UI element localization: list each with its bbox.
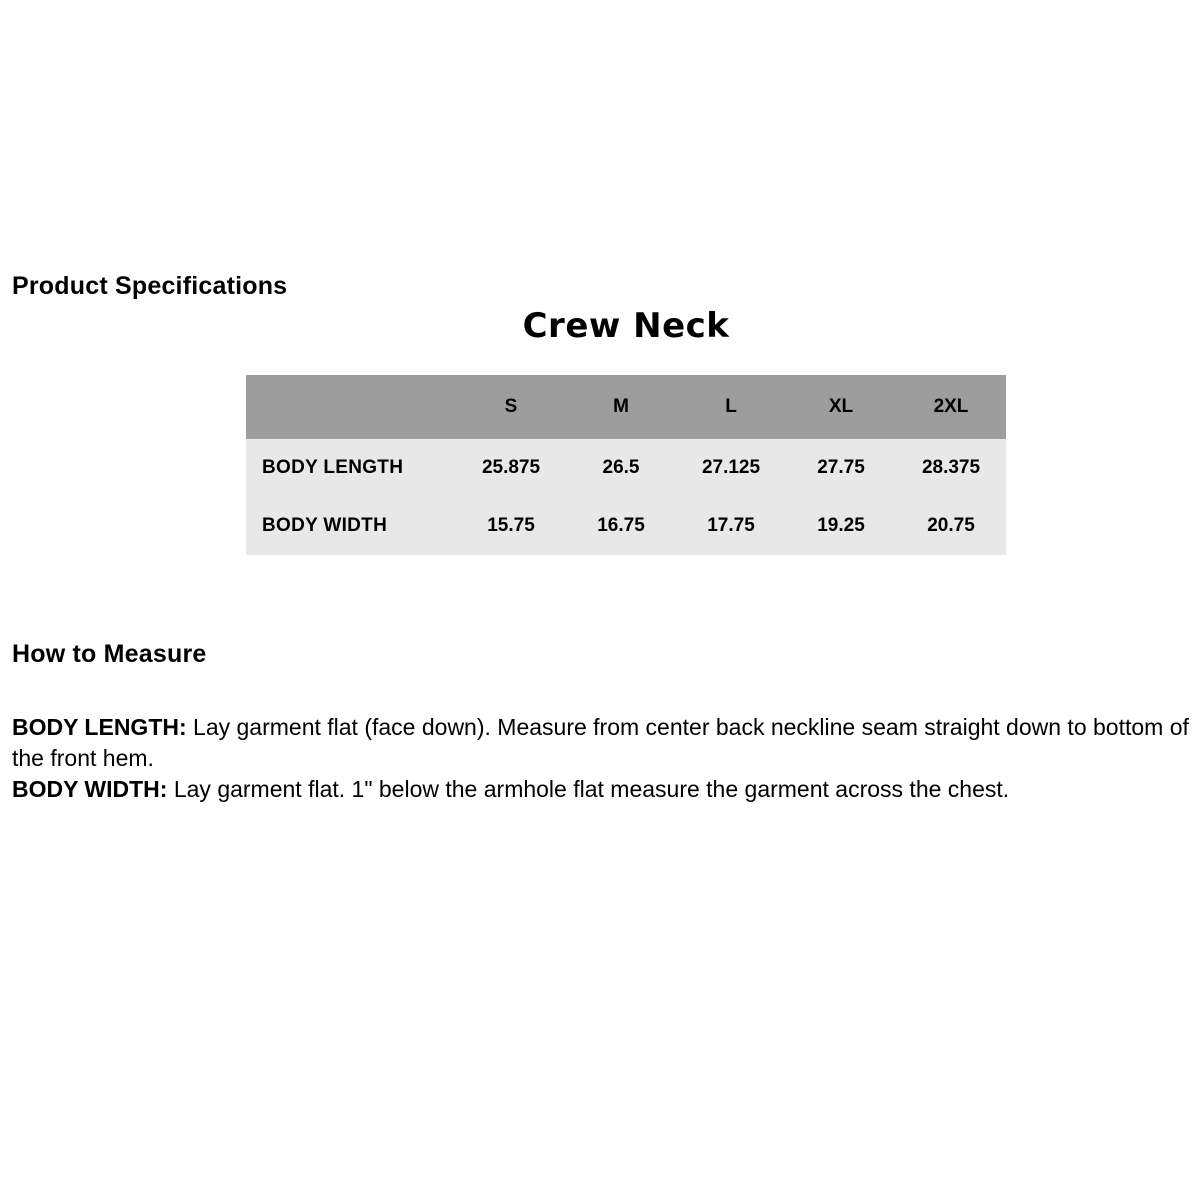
size-chart-table [246, 375, 1006, 555]
column-header-blank [246, 375, 456, 439]
size-chart-table-container [246, 375, 1006, 555]
column-header-l: L [725, 396, 737, 417]
cell-body-width-s: 15.75 [487, 515, 535, 536]
column-header-m: M [613, 396, 629, 417]
row-label-body-width: BODY WIDTH [262, 515, 388, 536]
cell-body-width-m: 16.75 [597, 515, 645, 536]
table-row [246, 497, 1006, 555]
instruction-body-width-text: Lay garment flat. 1" below the armhole flat measure the garment across the chest. [167, 776, 1010, 802]
cell-body-length-m: 26.5 [602, 457, 640, 478]
cell-body-width-l: 17.75 [707, 515, 755, 536]
how-to-measure-heading: How to Measure [12, 640, 207, 668]
instruction-body-length-text: Lay garment flat (face down). Measure from center back neckline seam straight down to bottom of the front hem. [12, 714, 1189, 771]
product-specifications-heading: Product Specifications [12, 272, 288, 300]
cell-body-length-s: 25.875 [481, 457, 541, 478]
column-header-xl: XL [828, 396, 854, 417]
instruction-body-width-label: BODY WIDTH: [12, 776, 168, 802]
instruction-body-width [12, 774, 1192, 805]
instruction-body-length-label: BODY LENGTH: [12, 714, 187, 740]
table-row [246, 439, 1006, 497]
table-header-row [246, 375, 1006, 439]
how-to-measure-instructions [12, 712, 1192, 805]
size-chart-body [246, 439, 1006, 555]
cell-body-width-xl: 19.25 [817, 515, 865, 536]
instruction-body-length [12, 712, 1192, 774]
cell-body-width-2xl: 20.75 [927, 515, 975, 536]
column-header-2xl: 2XL [933, 396, 969, 417]
row-label-body-length: BODY LENGTH [262, 457, 404, 478]
column-header-s: S [504, 396, 518, 417]
cell-body-length-l: 27.125 [701, 457, 761, 478]
chart-title: Crew Neck [522, 306, 730, 346]
size-chart-header [246, 375, 1006, 439]
cell-body-length-2xl: 28.375 [921, 457, 981, 478]
cell-body-length-xl: 27.75 [817, 457, 865, 478]
